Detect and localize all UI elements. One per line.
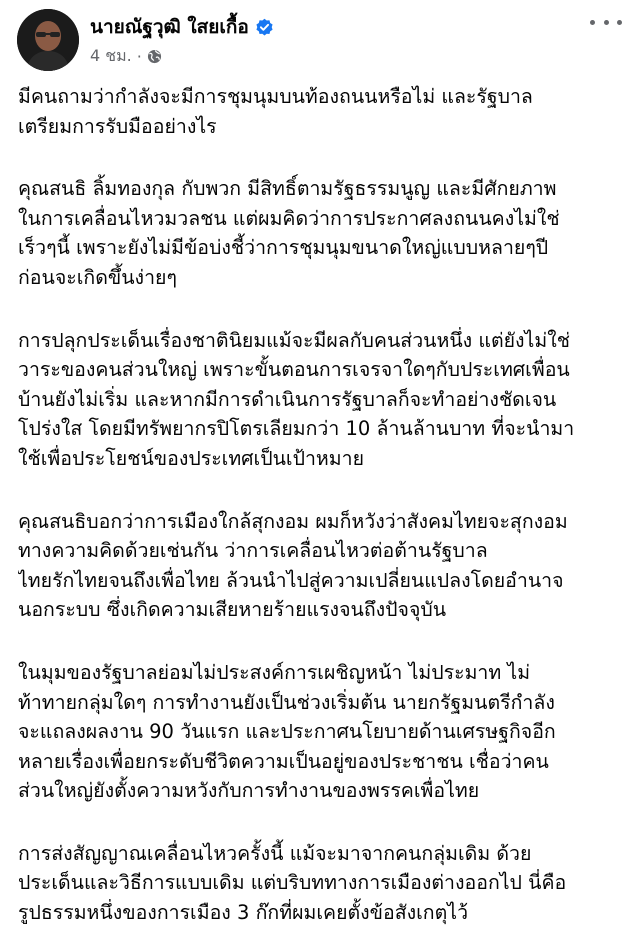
avatar[interactable] bbox=[17, 9, 79, 71]
post-paragraph bbox=[18, 658, 624, 806]
verified-badge-icon bbox=[255, 18, 274, 37]
meta-separator: · bbox=[136, 47, 142, 66]
post-text-line: คุณสนธิบอกว่าการเมืองใกล้สุกงอม ผมก็หวังว่าสังคมไทยจะสุกงอม bbox=[18, 509, 568, 533]
post-text-line: นอกระบบ ซึ่งเกิดความเสียหายร้ายแรงจนถึงปัจจุบัน bbox=[18, 598, 447, 622]
author-row bbox=[90, 12, 274, 42]
post-paragraph bbox=[18, 326, 624, 474]
post-text-line: วาระของคนส่วนใหญ่ เพราะขั้นตอนการเจรจาใดๆกับประเทศเพื่อน bbox=[18, 358, 570, 382]
post-text-line: หลายเรื่องเพื่อยกระดับชีวิตความเป็นอยู่ของประชาชน เชื่อว่าคน bbox=[18, 749, 549, 773]
post-paragraph bbox=[18, 174, 624, 292]
post-text-line: การส่งสัญญาณเคลื่อนไหวครั้งนี้ แม้จะมาจากคนกลุ่มเดิม ด้วย bbox=[18, 841, 532, 865]
post-text-line: โปร่งใส โดยมีทรัพยากรปิโตรเลียมกว่า 10 ล้านล้านบาท ที่จะนำมา bbox=[18, 417, 575, 441]
globe-icon bbox=[147, 49, 162, 64]
post-text-line: ในการเคลื่อนไหวมวลชน แต่ผมคิดว่าการประกาศลงถนนคงไม่ใช่ bbox=[18, 206, 560, 230]
post-text-line: บ้านยังไม่เริ่ม และหากมีการดำเนินการรัฐบาลก็จะทำอย่างชัดเจน bbox=[18, 387, 557, 411]
post-timestamp[interactable]: 4 ชม. bbox=[90, 46, 132, 65]
post-header bbox=[0, 0, 640, 80]
post-meta bbox=[90, 44, 162, 69]
post-text-line: ใช้เพื่อประโยชน์ของประเทศเป็นเป้าหมาย bbox=[18, 446, 365, 470]
post-paragraph bbox=[18, 82, 624, 141]
author-name[interactable]: นายณัฐวุฒิ ใสยเกื้อ bbox=[90, 16, 249, 38]
post-text-line: เร็วๆนี้ เพราะยังไม่มีข้อบ่งชี้ว่าการชุมนุมขนาดใหญ่แบบหลายๆปี bbox=[18, 236, 549, 260]
post-paragraph bbox=[18, 839, 624, 928]
more-options-icon[interactable] bbox=[590, 12, 622, 32]
post-text-line: ประเด็นและวิธีการแบบเดิม แต่บริบททางการเมืองต่างออกไป นี่คือ bbox=[18, 871, 567, 895]
post-text-line: ไทยรักไทยจนถึงเพื่อไทย ล้วนนำไปสู่ความเปลี่ยนแปลงโดยอำนาจ bbox=[18, 568, 564, 592]
post-text-line: ก่อนจะเกิดขึ้นง่ายๆ bbox=[18, 265, 177, 289]
post-text-line: ในมุมของรัฐบาลย่อมไม่ประสงค์การเผชิญหน้า ไม่ประมาท ไม่ bbox=[18, 660, 531, 684]
post-text-line: การปลุกประเด็นเรื่องชาตินิยมแม้จะมีผลกับคนส่วนหนึ่ง แต่ยังไม่ใช่ bbox=[18, 328, 570, 352]
post-text-line: ท้าทายกลุ่มใดๆ การทำงานยังเป็นช่วงเริ่มต้น นายกรัฐมนตรีกำลัง bbox=[18, 690, 555, 714]
post-body bbox=[18, 82, 624, 928]
post-text-line: ทางความคิดด้วยเช่นกัน ว่าการเคลื่อนไหวต่อต้านรัฐบาล bbox=[18, 539, 488, 563]
post-text-line: คุณสนธิ ลิ้มทองกุล กับพวก มีสิทธิ์ตามรัฐธรรมนูญ และมีศักยภาพ bbox=[18, 177, 557, 201]
avatar-portrait-icon bbox=[17, 9, 79, 71]
post-text-line: ส่วนใหญ่ยังตั้งความหวังกับการทำงานของพรรคเพื่อไทย bbox=[18, 779, 480, 803]
post-text-line: จะแถลงผลงาน 90 วันแรก และประกาศนโยบายด้านเศรษฐกิจอีก bbox=[18, 720, 556, 744]
post-text-line: รูปธรรมหนึ่งของการเมือง 3 ก๊กที่ผมเคยตั้งข้อสังเกตุไว้ bbox=[18, 901, 469, 925]
post-text-line: เตรียมการรับมืออย่างไร bbox=[18, 114, 217, 138]
post-paragraph bbox=[18, 507, 624, 625]
post-text-line: มีคนถามว่ากำลังจะมีการชุมนุมบนท้องถนนหรือไม่ และรัฐบาล bbox=[18, 85, 533, 108]
